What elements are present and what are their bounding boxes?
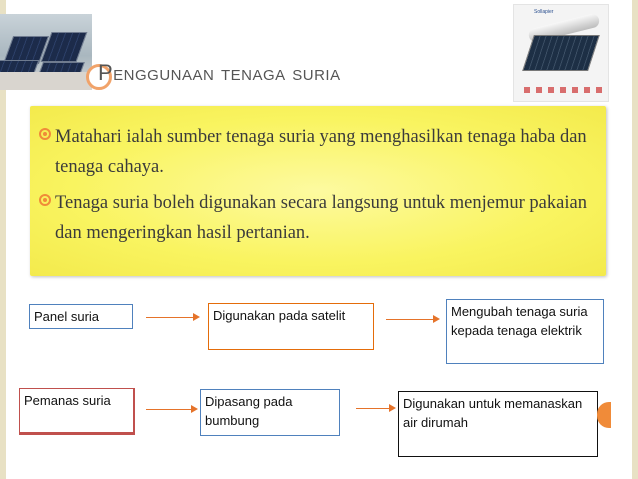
flow-box-air-dirumah: Digunakan untuk memanaskan air dirumah [398, 391, 598, 457]
bullet-text: Matahari ialah sumber tenaga suria yang menghasilkan tenaga haba dan tenaga cahaya. [55, 127, 587, 177]
solar-panels-photo [0, 14, 92, 90]
flow-box-bumbung: Dipasang pada bumbung [200, 389, 340, 436]
flow-box-satelit: Digunakan pada satelit [208, 303, 374, 350]
flow-box-pemanas-suria: Pemanas suria [19, 388, 135, 435]
decor-dot-icon [597, 402, 611, 428]
target-bullet-icon [39, 194, 51, 206]
right-arrow-icon [386, 319, 438, 320]
right-arrow-icon [146, 317, 198, 318]
right-arrow-icon [356, 408, 394, 409]
right-arrow-icon [146, 409, 196, 410]
right-decor-bar [632, 0, 638, 479]
flow-box-panel-suria: Panel suria [29, 304, 133, 329]
target-bullet-icon [39, 128, 51, 140]
solar-water-heater-photo [513, 4, 609, 102]
bullet-text: Tenaga suria boleh digunakan secara langsung untuk menjemur pakaian dan mengeringkan hasil pertanian. [55, 193, 587, 243]
slide-title: Penggunaan tenaga suria [98, 60, 341, 85]
product-logo: Sollapier [534, 9, 554, 15]
bullet-text-box [30, 106, 606, 276]
flow-box-tenaga-elektrik: Mengubah tenaga suria kepada tenaga elektrik [446, 299, 604, 364]
